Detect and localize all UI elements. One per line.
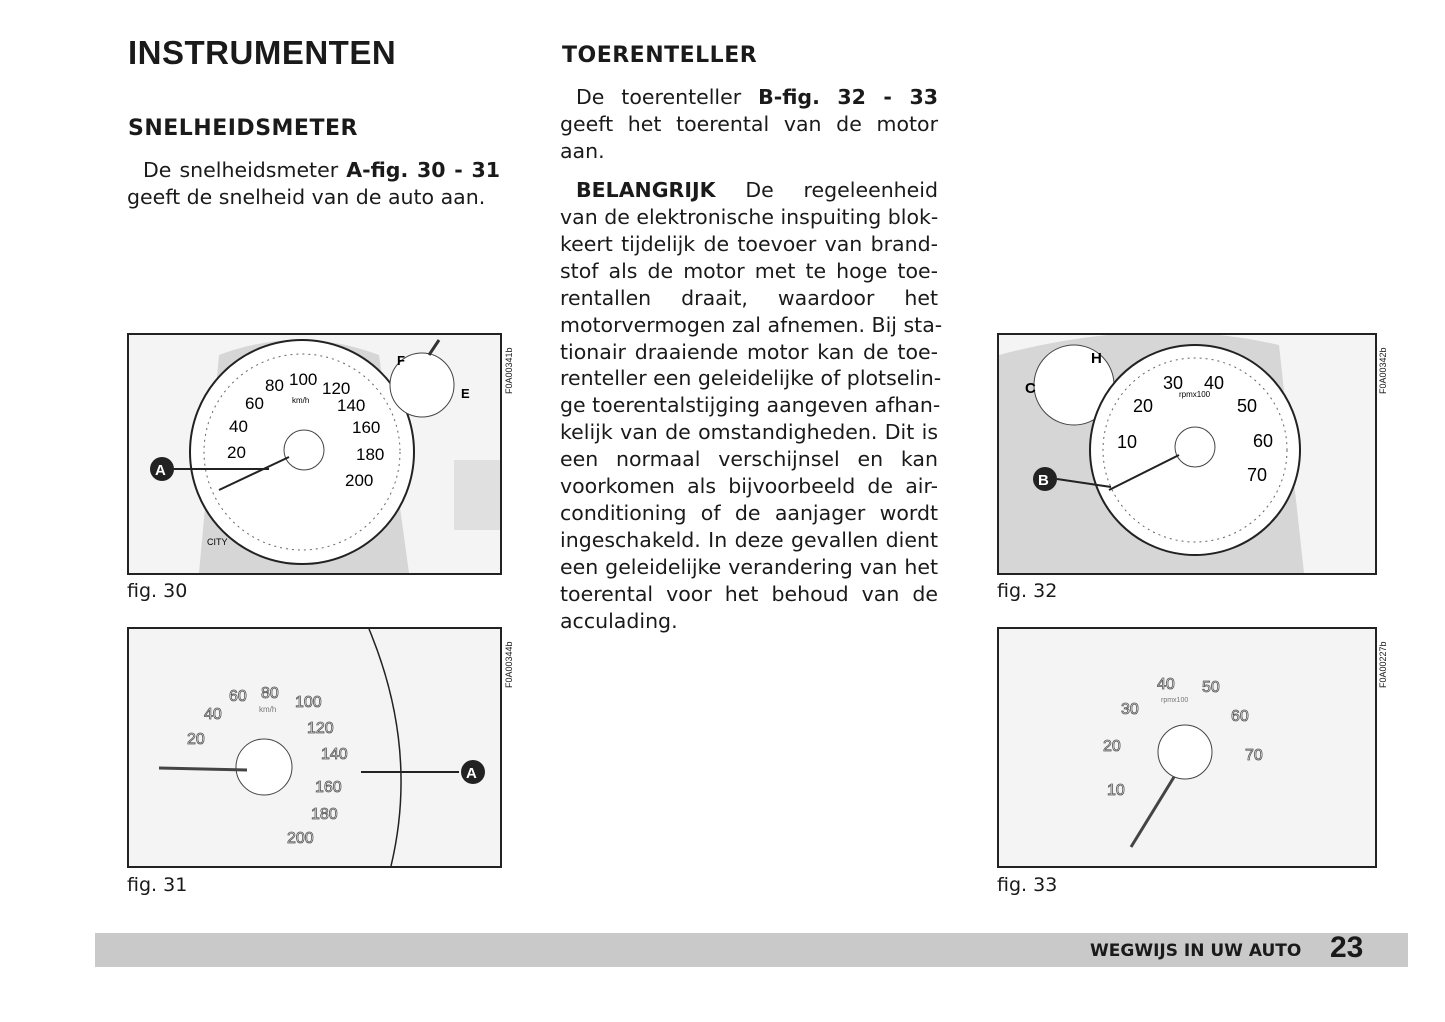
paragraph-line: aan. <box>560 139 605 163</box>
tick-label: 40 <box>229 417 248 436</box>
tick-label: 160 <box>315 779 342 796</box>
figure-30-speedometer <box>127 333 502 575</box>
tachometer-outline-drawing <box>999 629 1375 866</box>
dial-hub <box>1175 427 1215 467</box>
tick-label: 50 <box>1237 396 1258 416</box>
tick-label: 180 <box>311 806 338 823</box>
text: De toerenteller <box>576 85 759 109</box>
temp-cold-label: C <box>1025 380 1036 397</box>
paragraph-line: een geleidelijke verandering van het <box>560 554 938 579</box>
tick-label: 80 <box>261 685 279 702</box>
paragraph-line: een normaal verschijnsel en kan <box>560 447 938 472</box>
tick-label: 20 <box>1133 396 1154 416</box>
speedometer-outline-drawing <box>129 629 500 866</box>
tick-label: 10 <box>1107 782 1125 799</box>
paragraph-line <box>576 84 938 111</box>
paragraph-line: keert tijdelijk de toevoer van brand- <box>560 231 938 256</box>
tick-label: 40 <box>204 706 222 723</box>
tick-label: 140 <box>337 396 366 415</box>
figure-code: F0A00344b <box>504 641 514 688</box>
tick-label: 20 <box>187 731 205 748</box>
tick-label: 50 <box>1202 679 1220 696</box>
figure-caption: fig. 30 <box>127 580 188 602</box>
paragraph-line: toerental voor het behoud van de <box>560 581 938 606</box>
tick-label: 40 <box>1204 373 1225 393</box>
tick-label: 140 <box>321 746 348 763</box>
tachometer-drawing <box>999 335 1375 573</box>
paragraph-line: geeft het toerental van de motor <box>560 112 938 136</box>
paragraph-line <box>576 177 938 204</box>
section-heading-tachometer: TOERENTELLER <box>562 43 758 68</box>
text: De regeleenheid <box>715 178 938 202</box>
figure-reference: B-fig. 32 - 33 <box>758 85 938 109</box>
callout-label: B <box>1038 472 1049 489</box>
paragraph-line: ge toerentalstijging aangeven afhan- <box>560 393 941 418</box>
page-title: INSTRUMENTEN <box>128 34 397 71</box>
tick-label: 80 <box>265 376 284 395</box>
display-panel <box>454 460 500 530</box>
unit-label: rpmx100 <box>1179 390 1211 399</box>
paragraph-line: rentallen draait, waardoor het <box>560 285 938 310</box>
paragraph-line: voorkomen als bijvoorbeeld de air- <box>560 474 938 498</box>
callout-label: A <box>466 765 477 782</box>
figure-code: F0A00342b <box>1378 347 1388 394</box>
tick-label: 200 <box>345 471 374 490</box>
dial-hub <box>236 739 292 795</box>
paragraph-line: ingeschakeld. In deze gevallen dient <box>560 527 938 552</box>
paragraph-line: stof als de motor met te hoge toe- <box>560 258 938 283</box>
unit-label: km/h <box>292 396 310 405</box>
paragraph-line: conditioning of de aanjager wordt <box>560 500 938 525</box>
figure-code: F0A00227b <box>1378 641 1388 688</box>
figure-reference: A-fig. 30 - 31 <box>346 158 500 182</box>
tick-label: 60 <box>1231 708 1249 725</box>
unit-label: km/h <box>259 705 277 714</box>
tick-label: 20 <box>1103 738 1121 755</box>
important-label: BELANGRIJK <box>576 178 716 202</box>
section-heading-speedometer: SNELHEIDSMETER <box>128 116 358 141</box>
tick-label: 100 <box>289 370 318 389</box>
paragraph-line: geeft de snelheid van de auto aan. <box>127 185 486 209</box>
paragraph-line: kelijk van de omstandigheden. Dit is <box>560 420 938 445</box>
figure-code: F0A00341b <box>504 347 514 394</box>
tick-label: 200 <box>287 830 314 847</box>
callout-label: A <box>155 462 166 479</box>
tick-label: 120 <box>322 379 351 398</box>
tick-label: 120 <box>307 720 334 737</box>
figure-32-tachometer <box>997 333 1377 575</box>
tick-label: 70 <box>1245 747 1263 764</box>
figure-caption: fig. 31 <box>127 874 188 896</box>
tick-label: 40 <box>1157 676 1175 693</box>
figure-caption: fig. 33 <box>997 874 1058 896</box>
page-number: 23 <box>1330 931 1364 964</box>
dial-hub <box>284 430 324 470</box>
unit-label: rpmx100 <box>1161 697 1189 704</box>
needle <box>1131 777 1174 847</box>
paragraph-line: tionair draaiende motor kan de toe- <box>560 339 938 364</box>
footer-section-label: WEGWIJS IN UW AUTO <box>1090 941 1302 961</box>
paragraph-line: renteller een geleidelijke of plotselin- <box>560 366 942 391</box>
dial-edge <box>369 629 401 866</box>
figure-caption: fig. 32 <box>997 580 1058 602</box>
fuel-full-label: F <box>397 353 405 368</box>
tick-label: 60 <box>245 394 264 413</box>
dial-hub <box>1158 725 1212 779</box>
tick-label: 30 <box>1163 373 1184 393</box>
needle <box>159 768 247 770</box>
tick-label: 60 <box>229 688 247 705</box>
figure-33-tachometer-outline <box>997 627 1377 868</box>
fuel-empty-label: E <box>461 386 470 401</box>
fuel-needle <box>429 340 439 355</box>
tick-label: 100 <box>295 694 322 711</box>
figure-31-speedometer-outline <box>127 627 502 868</box>
paragraph-line: acculading. <box>560 608 678 633</box>
tick-label: 10 <box>1117 432 1138 452</box>
paragraph-line: motorvermogen zal afnemen. Bij sta- <box>560 312 943 337</box>
text: De snelheidsmeter <box>143 158 347 182</box>
tick-label: 30 <box>1121 701 1139 718</box>
paragraph-line: van de elektronische inspuiting blok- <box>560 205 939 229</box>
tick-label: 20 <box>227 443 246 462</box>
tick-label: 60 <box>1253 431 1274 451</box>
tick-label: 70 <box>1247 465 1268 485</box>
temp-hot-label: H <box>1091 350 1102 367</box>
tick-label: 180 <box>356 445 385 464</box>
speedometer-drawing <box>129 335 500 573</box>
paragraph-line <box>143 157 500 184</box>
city-label: CITY <box>207 537 228 547</box>
tick-label: 160 <box>352 418 381 437</box>
